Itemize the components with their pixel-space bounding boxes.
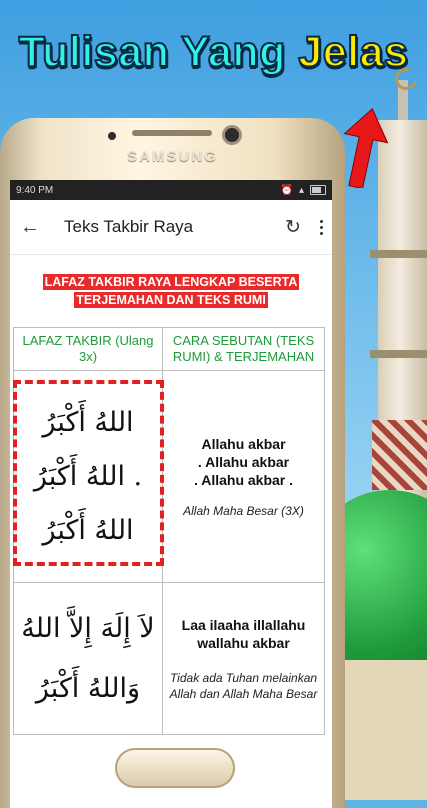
device-brand: SAMSUNG — [127, 148, 218, 165]
arabic-cell — [14, 371, 163, 583]
phone-screen — [10, 180, 332, 808]
rumi-line: Allahu akbar — [201, 435, 286, 452]
refresh-icon[interactable]: ↻ — [285, 216, 301, 238]
sensor-icon — [108, 132, 116, 140]
takbir-table — [13, 327, 325, 735]
status-icons — [281, 185, 326, 196]
banner — [10, 255, 332, 309]
arabic-cell — [14, 583, 163, 735]
red-arrow-icon — [340, 108, 388, 188]
table-header-row — [14, 328, 325, 371]
rumi-line: Laa ilaaha illallahu — [181, 616, 306, 633]
rumi-line: . Allahu akbar — [197, 453, 290, 470]
table-row — [14, 371, 325, 583]
speaker-grille — [132, 130, 212, 136]
banner-text: LAFAZ TAKBIR RAYA LENGKAP BESERTA TERJEMAHAN DAN TEKS RUMI — [44, 275, 298, 307]
alarm-icon: ⏰ — [280, 184, 293, 196]
more-vert-icon[interactable] — [310, 220, 332, 235]
header-lafaz: LAFAZ TAKBIR (Ulang 3x) — [14, 328, 163, 371]
headline-yellow: Jelas — [298, 28, 409, 76]
translation-text: Allah Maha Besar (3X) — [183, 503, 304, 518]
arabic-line: . اللهُ أَكْبَرُ — [33, 460, 143, 492]
rumi-line: . Allahu akbar . — [193, 471, 294, 488]
minaret-balcony — [370, 350, 427, 358]
status-bar — [10, 180, 332, 200]
arrow-left-icon[interactable]: ← — [20, 215, 40, 238]
phone-frame — [0, 118, 345, 808]
battery-icon — [310, 185, 326, 195]
headline — [0, 28, 427, 77]
app-title: Teks Takbir Raya — [64, 217, 194, 236]
home-button[interactable] — [115, 748, 235, 788]
headline-white: Tulisan Yang — [18, 28, 299, 76]
signal-icon: ▴ — [298, 184, 304, 196]
header-cara-sebutan: CARA SEBUTAN (TEKS RUMI) & TERJEMAHAN — [163, 328, 325, 371]
status-time: 9:40 PM — [16, 184, 54, 196]
rumi-cell — [163, 583, 325, 735]
front-camera-icon — [225, 128, 239, 142]
arabic-line: لاَ إِلَهَ إِلاَّ اللهُ — [21, 612, 155, 644]
rumi-cell — [163, 371, 325, 583]
app-bar — [10, 200, 332, 255]
arabic-line: اللهُ أَكْبَرُ — [42, 406, 134, 438]
minaret-balcony — [370, 250, 427, 258]
rumi-line: wallahu akbar — [197, 634, 290, 651]
table-row — [14, 583, 325, 735]
minaret-brick-band — [372, 420, 427, 490]
arabic-line: وَاللهُ أَكْبَرُ — [35, 672, 141, 704]
arabic-line: اللهُ أَكْبَرُ — [42, 514, 134, 546]
translation-text: Tidak ada Tuhan melainkan Allah dan Allah Maha Besar — [169, 670, 318, 701]
